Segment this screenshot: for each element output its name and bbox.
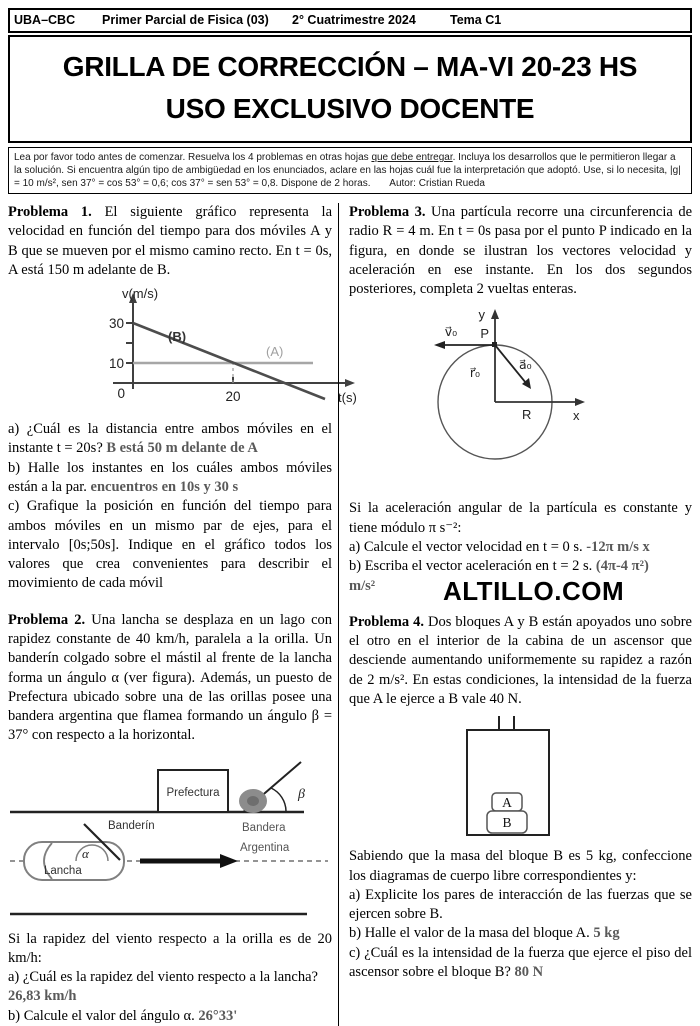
graph-y-label: v(m/s) <box>121 288 159 302</box>
beta-label: β <box>298 786 305 802</box>
prefectura-label: Prefectura <box>166 786 220 799</box>
p4-b-question: b) Halle el valor de la masa del bloque A. <box>349 925 590 942</box>
point-p-label: P <box>480 326 489 342</box>
bandera-label-1: Bandera <box>242 821 286 834</box>
right-column <box>338 203 692 1026</box>
v0-arrow-icon <box>434 341 445 349</box>
p3-b-answer-part1: (4π-4 π²) <box>595 558 649 575</box>
problema-3-text: Una partícula recorre una circunferencia de radio R = 4 m. En t = 0s pasa por el punto P indicado en la figura, en donde se ilustran los vectores velocidad y aceleración en ese instante. En los dos segundos posteriores, completa 2 vueltas enteras. <box>349 204 693 298</box>
problema-2-question-b <box>8 1007 332 1026</box>
problema-4-intro <box>349 847 692 886</box>
p1-b-answer: encuentros en 10s y 30 s <box>90 478 239 495</box>
p2-b-answer: 26°33' <box>198 1007 238 1024</box>
p1-b-question: b) Halle los instantes en los cuáles ambos móviles están a la par. <box>8 459 332 495</box>
block-b-label: B <box>502 815 512 831</box>
instructions-text-2: . Incluya los desarrollos que le permitieron llegar a la solución. Si encuentra algún tipo de ambigüedad en los enunciados, aclare en las hojas cuál fue la interpretación que adoptó. Use, si lo necesita, |g| = 10 m/s², sen 37° = cos 53° = 0,6; cos 37° = sen 53° = 0,8. Dispone de 2 horas. <box>14 152 681 189</box>
problema-2-intro <box>8 930 332 969</box>
problema-3-question-a <box>349 538 692 557</box>
velocity-arrow-head-icon <box>220 854 238 868</box>
boat-shore-figure <box>10 754 332 926</box>
fig3-x-arrow-icon <box>575 398 585 406</box>
instructions-underlined: que debe entregar <box>371 152 453 163</box>
problema-2-answer-a <box>8 987 332 1006</box>
instructions-text-1: Lea por favor todo antes de comenzar. Resuelva los 4 problemas en otras hojas <box>14 152 372 163</box>
problema-3-intro <box>349 499 692 538</box>
problema-4-statement <box>349 613 692 709</box>
banderin-label: Banderín <box>108 819 155 832</box>
p4-b-answer: 5 kg <box>593 925 620 942</box>
problema-1-question-b <box>8 459 332 498</box>
problema-1-statement <box>8 203 332 280</box>
altillo-watermark: ALTILLO.COM <box>442 575 625 606</box>
problema-4-question-a <box>349 886 692 925</box>
problema-2-text: Una lancha se desplaza en un lago con rapidez constante de 40 km/h, paralela a la orilla. Un banderín colgado sobre el mástil al frente de la lancha forma un ángulo α (ver figura). Además, un puesto de Prefectura ubicado sobre una de las orillas posee una bandera argentina que flamea formando un ángulo β = 37° con respecto a la horizontal. <box>8 611 333 744</box>
beta-angle-arc <box>271 788 286 811</box>
problema-4-label: Problema 4. <box>349 613 425 630</box>
p3-b-question: b) Escriba el vector aceleración en t = 2 s. <box>349 558 593 575</box>
p4-mass-intro: Sabiendo que la masa del bloque B es 5 kg, confeccione los diagramas de cuerpo libre correspondientes y: <box>349 848 692 884</box>
radius-label: R <box>522 407 532 423</box>
p3-angular-intro: Si la aceleración angular de la partícula es constante y tiene módulo π s⁻²: <box>349 500 692 536</box>
header-tema: Tema C1 <box>450 13 502 27</box>
problema-4-text: Dos bloques A y B están apoyados uno sobre el otro en el interior de la cabina de un ascensor que desciende aumentando uniformemente su rapidez a razón de 2 m/s². En estas condiciones, la intensidad de la fuerza que A le ejerce a B vale 40 N. <box>349 613 692 707</box>
header-bar <box>8 8 692 33</box>
title-line-2: USO EXCLUSIVO DOCENTE <box>165 93 535 124</box>
series-b-line <box>133 323 325 399</box>
ytick-10-label: 10 <box>108 356 124 372</box>
circular-motion-figure <box>379 305 679 497</box>
p4-c-answer: 80 N <box>514 963 544 980</box>
ytick-30-label: 30 <box>108 316 124 332</box>
r0-label: r⃗₀ <box>469 365 481 381</box>
bandera-label-2: Argentina <box>240 841 290 854</box>
block-a-label: A <box>502 795 512 811</box>
p1-a-answer: B está 50 m delante de A <box>106 440 258 457</box>
xtick-20-label: 20 <box>225 389 241 405</box>
graph-x-label: t(s) <box>338 390 357 406</box>
title-line-1: GRILLA DE CORRECCIÓN – MA-VI 20-23 HS <box>62 51 638 82</box>
fig3-y-label: y <box>478 307 485 323</box>
elevator-figure <box>399 716 659 841</box>
a0-label: a⃗₀ <box>519 357 532 373</box>
problema-1-question-a <box>8 420 332 459</box>
flag-blob-center <box>247 796 259 806</box>
two-column-content <box>8 203 692 1026</box>
left-column <box>8 203 357 1026</box>
instructions-box <box>8 147 692 194</box>
problema-2-label: Problema 2. <box>8 611 86 628</box>
alpha-label: α <box>82 845 89 861</box>
p2-a-question: a) ¿Cuál es la rapidez del viento respecto a la lancha? <box>8 969 318 986</box>
problema-4-question-c <box>349 944 692 983</box>
fig3-y-arrow-icon <box>491 309 499 319</box>
problema-3-statement <box>349 203 692 299</box>
p3-a-answer: -12π m/s x <box>586 538 650 555</box>
problema-4-question-b <box>349 924 692 943</box>
velocity-time-graph <box>88 288 368 416</box>
p4-c-question: c) ¿Cuál es la intensidad de la fuerza que ejerce el piso del ascensor sobre el bloque B? <box>349 944 692 980</box>
p2-b-question: b) Calcule el valor del ángulo α. <box>8 1007 195 1024</box>
problema-1-label: Problema 1. <box>8 204 92 220</box>
problema-1-text: El siguiente gráfico representa la velocidad en función del tiempo para dos móviles A y B que se mueven por el mismo camino recto. En t = 0s, A está 150 m adelante de B. <box>8 204 333 278</box>
series-b-label: (B) <box>168 329 187 345</box>
fig3-x-label: x <box>573 408 580 424</box>
watermark-row <box>349 575 692 606</box>
p1-c-question: c) Grafique la posición en función del tiempo para ambos móviles en un mismo par de ejes, para el intervalo [0s;50s]. Indique en el gráfico todos los valores que crea convenientes para describir el movimiento de cada móvil <box>8 498 332 592</box>
p3-a-question: a) Calcule el vector velocidad en t = 0 s. <box>349 538 583 555</box>
p3-b-answer-part2: m/s² <box>349 577 376 594</box>
problema-3-label: Problema 3. <box>349 204 426 220</box>
p4-a-question: a) Explicite los pares de interacción de las fuerzas que se ejercen sobre B. <box>349 886 692 923</box>
lancha-label: Lancha <box>44 864 82 877</box>
problema-1-question-c <box>8 497 332 593</box>
instructions-author: Autor: Cristian Rueda <box>389 178 485 189</box>
problema-3-question-b <box>349 557 692 576</box>
header-term: 2° Cuatrimestre 2024 <box>292 13 416 27</box>
header-exam-title: Primer Parcial de Fisica (03) <box>102 13 269 27</box>
series-a-label: (A) <box>266 344 284 360</box>
p2-a-answer: 26,83 km/h <box>8 988 77 1005</box>
origin-label: 0 <box>117 386 125 402</box>
problema-2-statement <box>8 611 332 746</box>
header-org: UBA–CBC <box>14 13 76 27</box>
p2-wind-intro: Si la rapidez del viento respecto a la orilla es de 20 km/h: <box>8 930 332 966</box>
problema-2-question-a <box>8 968 332 987</box>
v0-label: v⃗₀ <box>444 324 458 340</box>
p1-a-question: a) ¿Cuál es la distancia entre ambos móviles en el instante t = 20s? <box>8 421 332 457</box>
title-box <box>8 35 692 143</box>
